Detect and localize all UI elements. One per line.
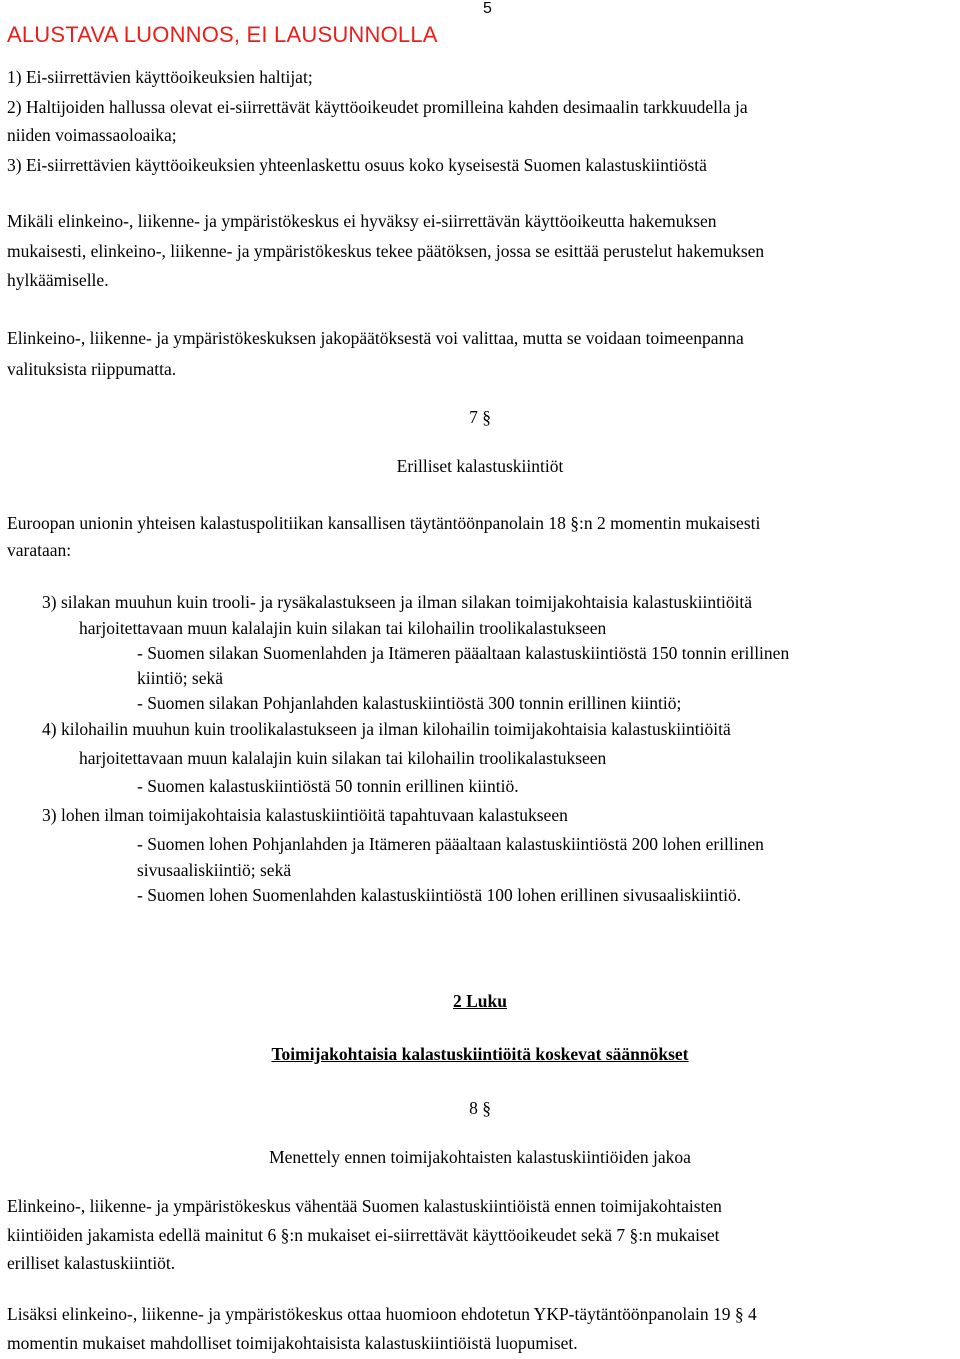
sub-item: - Suomen lohen Suomenlahden kalastuskiintiöstä 100 lohen erillinen sivusaaliskiintiö. xyxy=(137,885,742,905)
paragraph-line: erilliset kalastuskiintiöt. xyxy=(7,1253,176,1273)
section-title: Menettely ennen toimijakohtaisten kalastuskiintiöiden jakoa xyxy=(269,1147,691,1167)
sub-item: - Suomen silakan Pohjanlahden kalastuskiintiöstä 300 tonnin erillinen kiintiö; xyxy=(137,693,682,713)
list-item-continuation: harjoitettavaan muun kalalajin kuin silakan tai kilohailin troolikalastukseen xyxy=(79,618,607,638)
draft-label: ALUSTAVA LUONNOS, EI LAUSUNNOLLA xyxy=(7,22,438,47)
paragraph-line: momentin mukaiset mahdolliset toimijakohtaisista kalastuskiintiöistä luopumiset. xyxy=(7,1333,578,1353)
paragraph-line: Elinkeino-, liikenne- ja ympäristökeskuksen jakopäätöksestä voi valittaa, mutta se voidaan toimeenpanna xyxy=(7,328,744,348)
paragraph-line: Mikäli elinkeino-, liikenne- ja ympäristökeskus ei hyväksy ei-siirrettävän käyttöoikeutta hakemuksen xyxy=(7,211,717,231)
paragraph-line: mukaisesti, elinkeino-, liikenne- ja ympäristökeskus tekee päätöksen, jossa se esittää perustelut hakemuksen xyxy=(7,241,765,261)
list-item: 2) Haltijoiden hallussa olevat ei-siirrettävät käyttöoikeudet promilleina kahden desimaalin tarkkuudella ja xyxy=(7,97,748,117)
list-item: 1) Ei-siirrettävien käyttöoikeuksien haltijat; xyxy=(7,67,313,87)
section-number: 8 § xyxy=(469,1098,491,1118)
list-item: 3) silakan muuhun kuin trooli- ja rysäkalastukseen ja ilman silakan toimijakohtaisia kalastuskiintiöitä xyxy=(42,592,753,612)
list-item: 3) Ei-siirrettävien käyttöoikeuksien yhteenlaskettu osuus koko kyseisestä Suomen kalastuskiintiöstä xyxy=(7,155,707,175)
sub-item: - Suomen lohen Pohjanlahden ja Itämeren pääaltaan kalastuskiintiöstä 200 lohen erillinen xyxy=(137,834,764,854)
list-item: 4) kilohailin muuhun kuin troolikalastukseen ja ilman kilohailin toimijakohtaisia kalastuskiintiöitä xyxy=(42,719,731,739)
sub-item-continuation: kiintiö; sekä xyxy=(137,668,224,688)
section-title: Erilliset kalastuskiintiöt xyxy=(396,456,564,476)
section-number: 7 § xyxy=(469,407,491,427)
paragraph-line: kiintiöiden jakamista edellä mainitut 6 §:n mukaiset ei-siirrettävät käyttöoikeudet sekä 7 §:n mukaiset xyxy=(7,1225,720,1245)
sub-item-continuation: sivusaaliskiintiö; sekä xyxy=(137,860,292,880)
list-item: 3) lohen ilman toimijakohtaisia kalastuskiintiöitä tapahtuvaan kalastukseen xyxy=(42,805,568,825)
sub-item: - Suomen silakan Suomenlahden ja Itämeren pääaltaan kalastuskiintiöstä 150 tonnin erillinen xyxy=(137,643,790,663)
list-item-continuation: niiden voimassaoloaika; xyxy=(7,125,177,145)
paragraph-line: Euroopan unionin yhteisen kalastuspolitiikan kansallisen täytäntöönpanolain 18 §:n 2 momentin mukaisesti xyxy=(7,513,761,533)
paragraph-line: Elinkeino-, liikenne- ja ympäristökeskus vähentää Suomen kalastuskiintiöistä ennen toimijakohtaisten xyxy=(7,1196,722,1216)
list-item-continuation: harjoitettavaan muun kalalajin kuin silakan tai kilohailin troolikalastukseen xyxy=(79,748,607,768)
chapter-number: 2 Luku xyxy=(453,991,507,1011)
page-number: 5 xyxy=(483,0,492,17)
paragraph-line: hylkäämiselle. xyxy=(7,270,109,290)
paragraph-line: varataan: xyxy=(7,540,72,560)
sub-item: - Suomen kalastuskiintiöstä 50 tonnin erillinen kiintiö. xyxy=(137,776,519,796)
paragraph-line: valituksista riippumatta. xyxy=(7,359,177,379)
chapter-title: Toimijakohtaisia kalastuskiintiöitä koskevat säännökset xyxy=(271,1044,689,1064)
paragraph-line: Lisäksi elinkeino-, liikenne- ja ympäristökeskus ottaa huomioon ehdotetun YKP-täytäntöönpanolain 19 § 4 xyxy=(7,1304,757,1324)
